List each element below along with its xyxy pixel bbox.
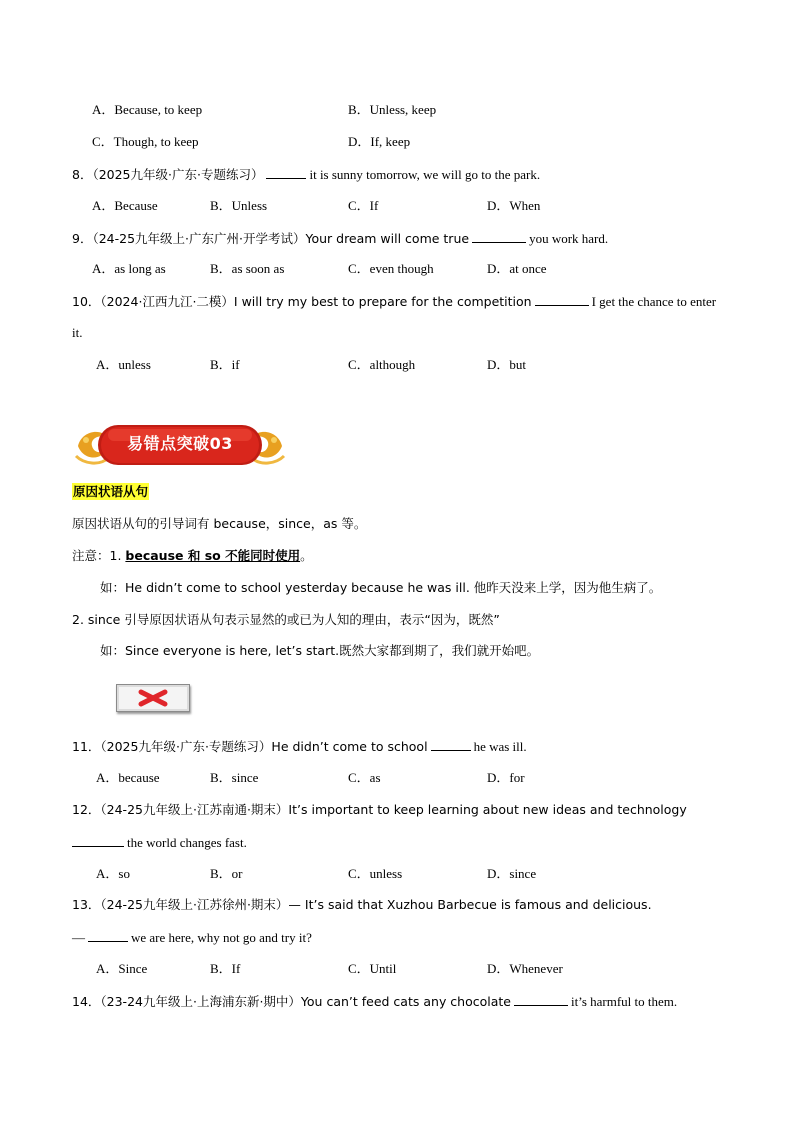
q9-stem [72,230,608,247]
q12-line2 [72,834,247,851]
note-line [72,548,313,564]
q10-option-d: D．but [487,357,527,372]
q10-option-a: A．unless [96,357,151,372]
q11-suffix: he was ill. [473,739,527,754]
q11-option-c: C．as [348,770,381,785]
q10-option-c: C．although [348,357,416,372]
q7-option-c: C．Though, to keep [92,134,199,149]
q13-suffix: we are here, why not go and try it? [131,930,312,945]
q8-option-c: C．If [348,198,379,213]
q13-option-c: C．Until [348,961,397,976]
q9-option-d: D．at once [487,261,547,276]
q7-option-a: A．Because, to keep [92,102,203,117]
section-banner [74,420,286,470]
q10-stem [72,293,716,310]
q13-option-d: D．Whenever [487,961,563,976]
q14-stem [72,993,677,1010]
q7-option-b: B．Unless, keep [348,102,437,117]
q14-blank [514,993,568,1006]
rule-2: 2. since 引导原因状语从句表示显然的或已为人知的理由，表示“因为，既然” [72,612,500,627]
q14-suffix: it’s harmful to them. [571,994,678,1009]
q9-option-c: C．even though [348,261,434,276]
x-mark-icon [117,685,189,711]
example-2: 如：Since everyone is here, let’s start.既然大家都到期了，我们就开始吧。 [100,643,540,658]
q12-blank [72,834,124,847]
q10-option-b: B．if [210,357,240,372]
q8-option-b: B．Unless [210,198,268,213]
q13-blank [88,929,128,942]
q7-option-d: D．If, keep [348,134,411,149]
q12-option-d: D．since [487,866,537,881]
banner-title: 易错点突破03 [127,434,233,453]
q11-prefix: 11．（2025九年级·广东·专题练习）He didn’t come to school [72,739,428,754]
q12-option-c: C．unless [348,866,403,881]
q12-suffix: the world changes fast. [127,835,247,850]
example-1: 如：He didn’t come to school yesterday because he was ill. 他昨天没来上学，因为他生病了。 [100,580,662,595]
note-label: 注意：1. [72,548,126,563]
q10-blank [535,293,589,306]
q9-option-b: B．as soon as [210,261,285,276]
q8-option-d: D．When [487,198,541,213]
q8-prefix: 8．（2025九年级·广东·专题练习） [72,167,264,182]
q12-line1: 12．（24-25九年级上·江苏南通·期末）It’s important to keep learning about new ideas and technology [72,802,687,817]
q10-suffix: I get the chance to enter [591,294,717,309]
q11-option-b: B．since [210,770,259,785]
q9-suffix: you work hard. [529,231,609,246]
q13-line2 [72,929,312,946]
section-intro: 原因状语从句的引导词有 because，since，as 等。 [72,516,367,531]
q8-suffix: it is sunny tomorrow, we will go to the park. [309,167,541,182]
q13-line1: 13．（24-25九年级上·江苏徐州·期末）— It’s said that Xuzhou Barbecue is famous and delicious. [72,897,652,912]
q13-option-b: B．If [210,961,241,976]
q8-blank [266,166,306,179]
q9-option-a: A．as long as [92,261,166,276]
q11-blank [431,738,471,751]
q10-continuation: it. [72,325,83,340]
q8-stem [72,166,540,183]
q8-option-a: A．Because [92,198,158,213]
q12-option-a: A．so [96,866,130,881]
q13-dash: — [72,930,85,945]
q9-prefix: 9．（24-25九年级上·广东广州·开学考试）Your dream will come true [72,231,470,246]
q9-blank [472,230,526,243]
mistake-marker [116,684,190,712]
section-heading-text: 原因状语从句 [73,484,149,499]
q11-stem [72,738,527,755]
q13-option-a: A．Since [96,961,148,976]
note-end: 。 [300,548,313,563]
q10-prefix: 10．（2024·江西九江·二模）I will try my best to prepare for the competition [72,294,532,309]
q14-prefix: 14．（23-24九年级上·上海浦东新·期中）You can’t feed cats any chocolate [72,994,511,1009]
section-heading [72,484,149,500]
q11-option-a: A．because [96,770,160,785]
note-rule: because 和 so 不能同时使用 [125,548,301,563]
q11-option-d: D．for [487,770,525,785]
q12-option-b: B．or [210,866,243,881]
